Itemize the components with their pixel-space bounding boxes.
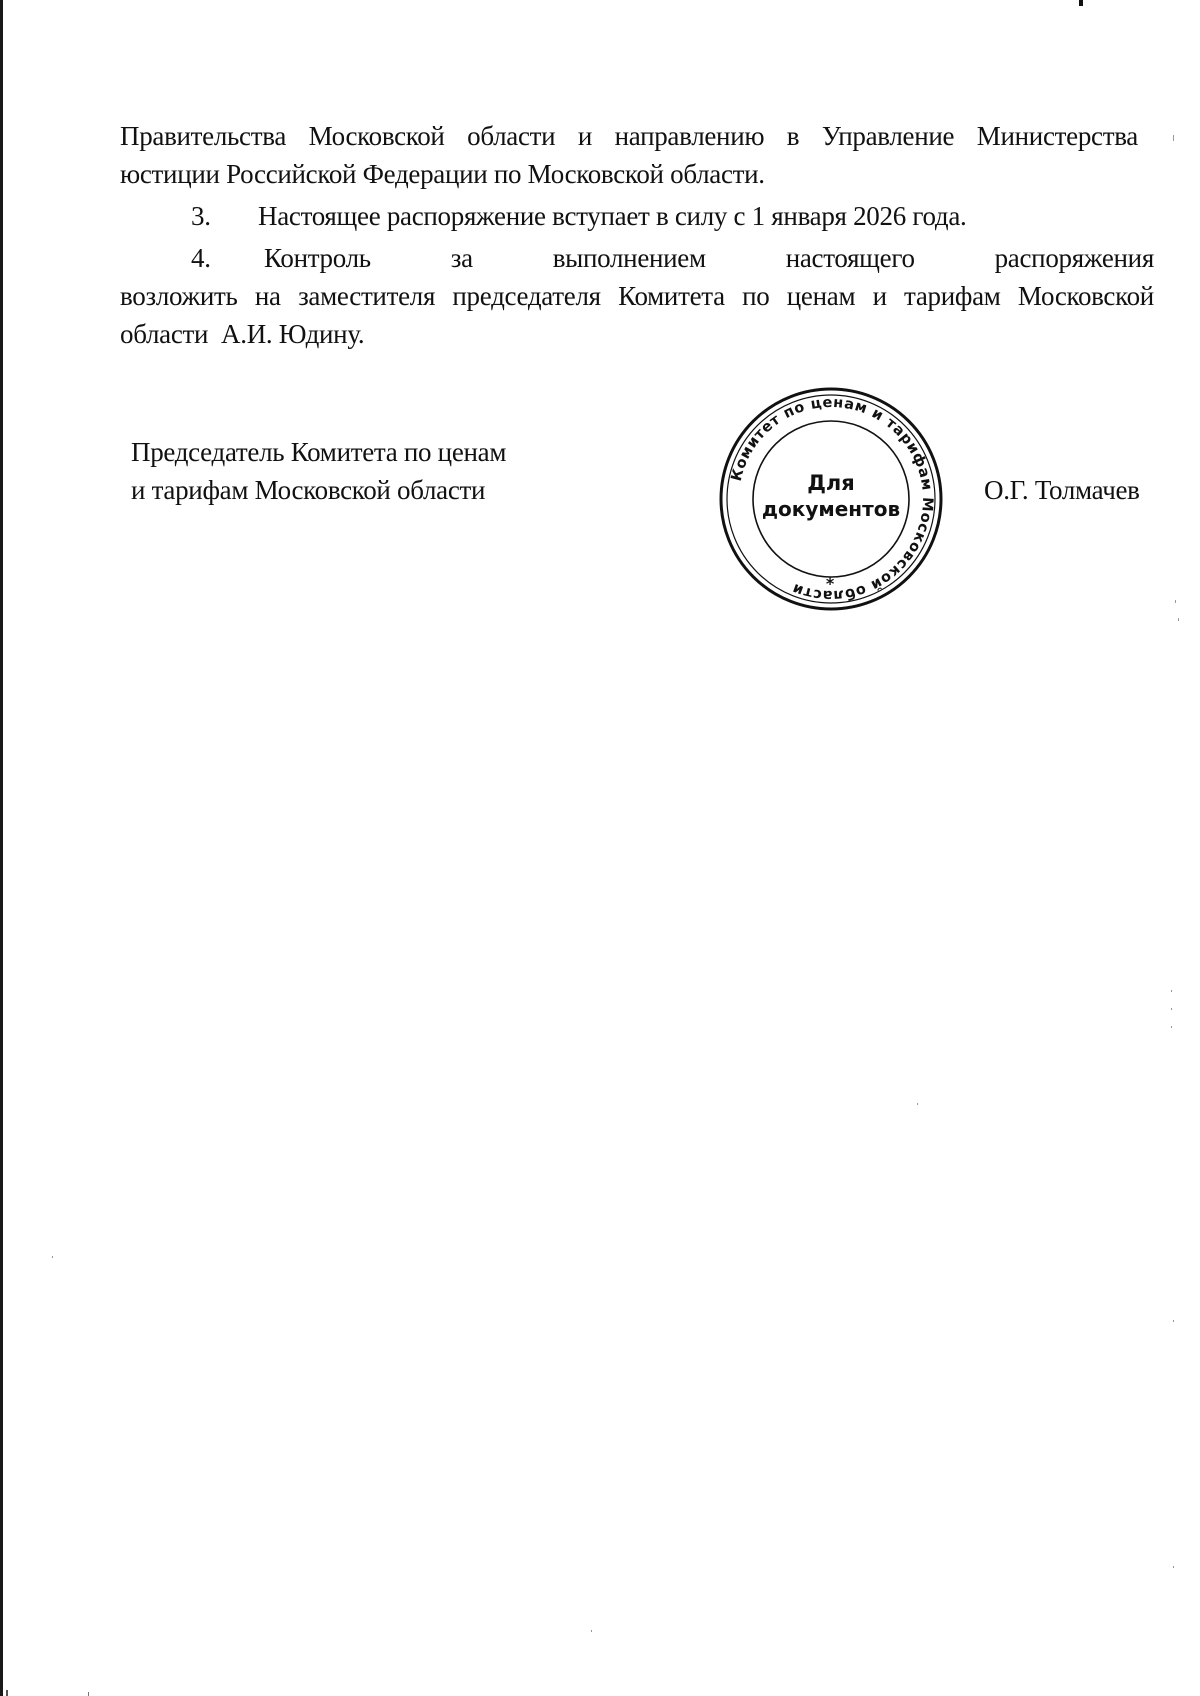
- word: и: [872, 281, 887, 311]
- item-3-number: 3.: [191, 201, 211, 231]
- scan-top-mark: [1079, 0, 1083, 6]
- word: тарифам: [904, 281, 1001, 311]
- scan-speck: [1173, 1566, 1174, 1568]
- scan-speck: [1173, 1320, 1174, 1322]
- word: Московской: [308, 121, 445, 151]
- word: ценам: [786, 281, 856, 311]
- signatory-position-line-2: и тарифам Московской области: [131, 475, 486, 505]
- word: председателя: [452, 281, 601, 311]
- word: на: [254, 281, 281, 311]
- scan-speck: [6, 1690, 8, 1696]
- scan-speck: [1171, 1026, 1172, 1028]
- word: настоящего: [785, 243, 915, 273]
- word: Министерства: [976, 121, 1138, 151]
- word: выполнением: [552, 243, 706, 273]
- signatory-name: О.Г. Толмачев: [984, 475, 1140, 505]
- paragraph-2-line-1: [120, 117, 1138, 155]
- scan-speck: [1178, 618, 1179, 621]
- scan-speck: [1175, 600, 1176, 603]
- scan-left-border: [0, 0, 3, 1696]
- stamp-center-line-2: документов: [761, 497, 901, 521]
- scan-speck: [1171, 990, 1172, 992]
- word: за: [450, 243, 473, 273]
- paragraph-2-line-2: юстиции Российской Федерации по Московской области.: [120, 159, 765, 189]
- word: области: [467, 121, 556, 151]
- scan-speck: [1171, 1008, 1172, 1010]
- word: Правительства: [120, 121, 287, 151]
- word: Управление: [821, 121, 955, 151]
- word: по: [742, 281, 770, 311]
- stamp-star: *: [825, 574, 835, 593]
- item-4-line-2: [120, 277, 1154, 315]
- word: в: [786, 121, 800, 151]
- official-stamp: [716, 384, 946, 614]
- stamp-ring-text: Комитет по ценам и тарифам Московской области: [728, 394, 936, 604]
- word: возложить: [120, 281, 238, 311]
- item-3-text: Настоящее распоряжение вступает в силу с 1 января 2026 года.: [258, 201, 967, 231]
- word: распоряжения: [994, 243, 1154, 273]
- stamp-center-line-1: Для: [807, 471, 855, 495]
- word: и: [577, 121, 593, 151]
- item-4-line-1: [264, 239, 1154, 277]
- scan-speck: [52, 1256, 53, 1258]
- item-4-number: 4.: [191, 243, 211, 273]
- scan-speck: [917, 1103, 918, 1105]
- item-4-line-3: области А.И. Юдину.: [120, 319, 365, 349]
- signatory-position-line-1: Председатель Комитета по ценам: [131, 437, 507, 467]
- word: направлению: [614, 121, 765, 151]
- signatory-position: [131, 433, 506, 509]
- word: Московской: [1017, 281, 1154, 311]
- scan-speck: [1173, 135, 1174, 141]
- scan-speck: [591, 1630, 592, 1632]
- scan-speck: [88, 1692, 89, 1696]
- word: Комитета: [618, 281, 725, 311]
- word: Контроль: [264, 243, 371, 273]
- word: заместителя: [298, 281, 436, 311]
